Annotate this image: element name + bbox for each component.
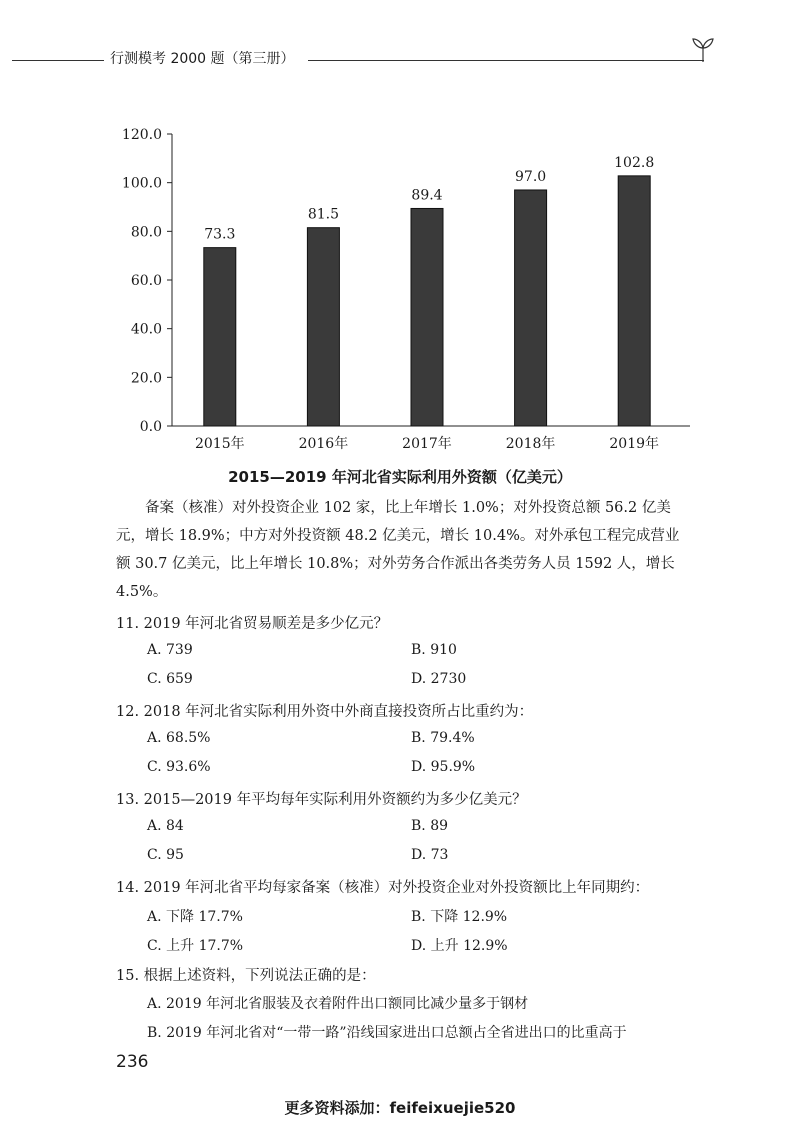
x-tick-label: 2016年 — [298, 436, 349, 452]
option-d: D. 95.9% — [411, 759, 476, 775]
bar — [204, 248, 236, 426]
x-tick-label: 2019年 — [609, 436, 660, 452]
chart-title: 2015—2019 年河北省实际利用外资额（亿美元） — [228, 468, 572, 486]
bar — [618, 176, 650, 426]
option-a: A. 68.5% — [147, 730, 211, 746]
x-tick-label: 2015年 — [194, 436, 245, 452]
x-tick-label: 2018年 — [505, 436, 556, 452]
option-c: C. 93.6% — [147, 759, 211, 775]
question-stem: 12. 2018 年河北省实际利用外资中外商直接投资所占比重约为： — [116, 704, 534, 720]
bar-value-label: 97.0 — [515, 168, 547, 185]
footer-note: 更多资料添加：feifeixuejie520 — [284, 1099, 516, 1117]
option-b: B. 910 — [411, 642, 457, 658]
sprout-icon — [688, 34, 718, 64]
option-b: B. 79.4% — [411, 730, 475, 746]
bar — [515, 190, 547, 426]
option-b: B. 89 — [411, 818, 449, 834]
option-a: A. 下降 17.7% — [147, 909, 243, 925]
bar — [307, 228, 339, 426]
book-title: 行测模考 2000 题（第三册） — [110, 51, 295, 67]
foreign-investment-bar-chart — [110, 120, 710, 465]
x-tick-label: 2017年 — [402, 436, 452, 452]
option-d: D. 上升 12.9% — [411, 938, 508, 954]
option-c: C. 上升 17.7% — [147, 938, 244, 954]
y-tick-label: 80.0 — [130, 224, 162, 241]
bar-value-label: 89.4 — [411, 187, 443, 204]
bar-value-label: 81.5 — [307, 206, 339, 223]
paragraph-line: 额 30.7 亿美元，比上年增长 10.8%；对外劳务合作派出各类劳务人员 1592 人，增长 — [116, 556, 675, 572]
y-tick-label: 20.0 — [130, 370, 162, 387]
running-header — [12, 44, 712, 74]
y-tick-label: 60.0 — [130, 273, 162, 289]
option-b: B. 下降 12.9% — [411, 909, 508, 925]
option-d: D. 2730 — [411, 671, 467, 687]
paragraph-line: 元，增长 18.9%；中方对外投资额 48.2 亿美元，增长 10.4%。对外承包工程完成营业 — [116, 528, 680, 544]
option-d: D. 73 — [411, 847, 449, 863]
data-paragraph — [116, 494, 716, 606]
page-number: 236 — [116, 1052, 149, 1072]
y-tick-label: 0.0 — [139, 419, 162, 435]
question-stem: 14. 2019 年河北省平均每家备案（核准）对外投资企业对外投资额比上年同期约： — [116, 880, 650, 896]
option-a: A. 2019 年河北省服装及衣着附件出口额同比减少量多于钢材 — [147, 996, 529, 1012]
option-c: C. 95 — [147, 847, 184, 863]
question-stem: 13. 2015—2019 年平均每年实际利用外资额约为多少亿美元？ — [116, 792, 527, 808]
y-tick-label: 100.0 — [121, 175, 162, 192]
question-stem: 15. 根据上述资料，下列说法正确的是： — [116, 968, 376, 984]
option-a: A. 739 — [147, 642, 193, 658]
header-rule-right — [308, 60, 704, 61]
paragraph-line: 备案（核准）对外投资企业 102 家，比上年增长 1.0%；对外投资总额 56.2 亿美 — [145, 500, 671, 516]
y-tick-label: 40.0 — [130, 321, 162, 338]
bar — [411, 208, 443, 426]
y-tick-label: 120.0 — [121, 127, 162, 143]
option-a: A. 84 — [147, 818, 184, 834]
option-c: C. 659 — [147, 671, 193, 687]
paragraph-line: 4.5%。 — [116, 584, 168, 600]
bar-value-label: 73.3 — [204, 226, 236, 243]
question-stem: 11. 2019 年河北省贸易顺差是多少亿元？ — [116, 616, 389, 632]
bar-value-label: 102.8 — [614, 154, 655, 171]
option-b: B. 2019 年河北省对“一带一路”沿线国家进出口总额占全省进出口的比重高于 — [147, 1025, 627, 1041]
header-rule-left — [12, 60, 104, 61]
